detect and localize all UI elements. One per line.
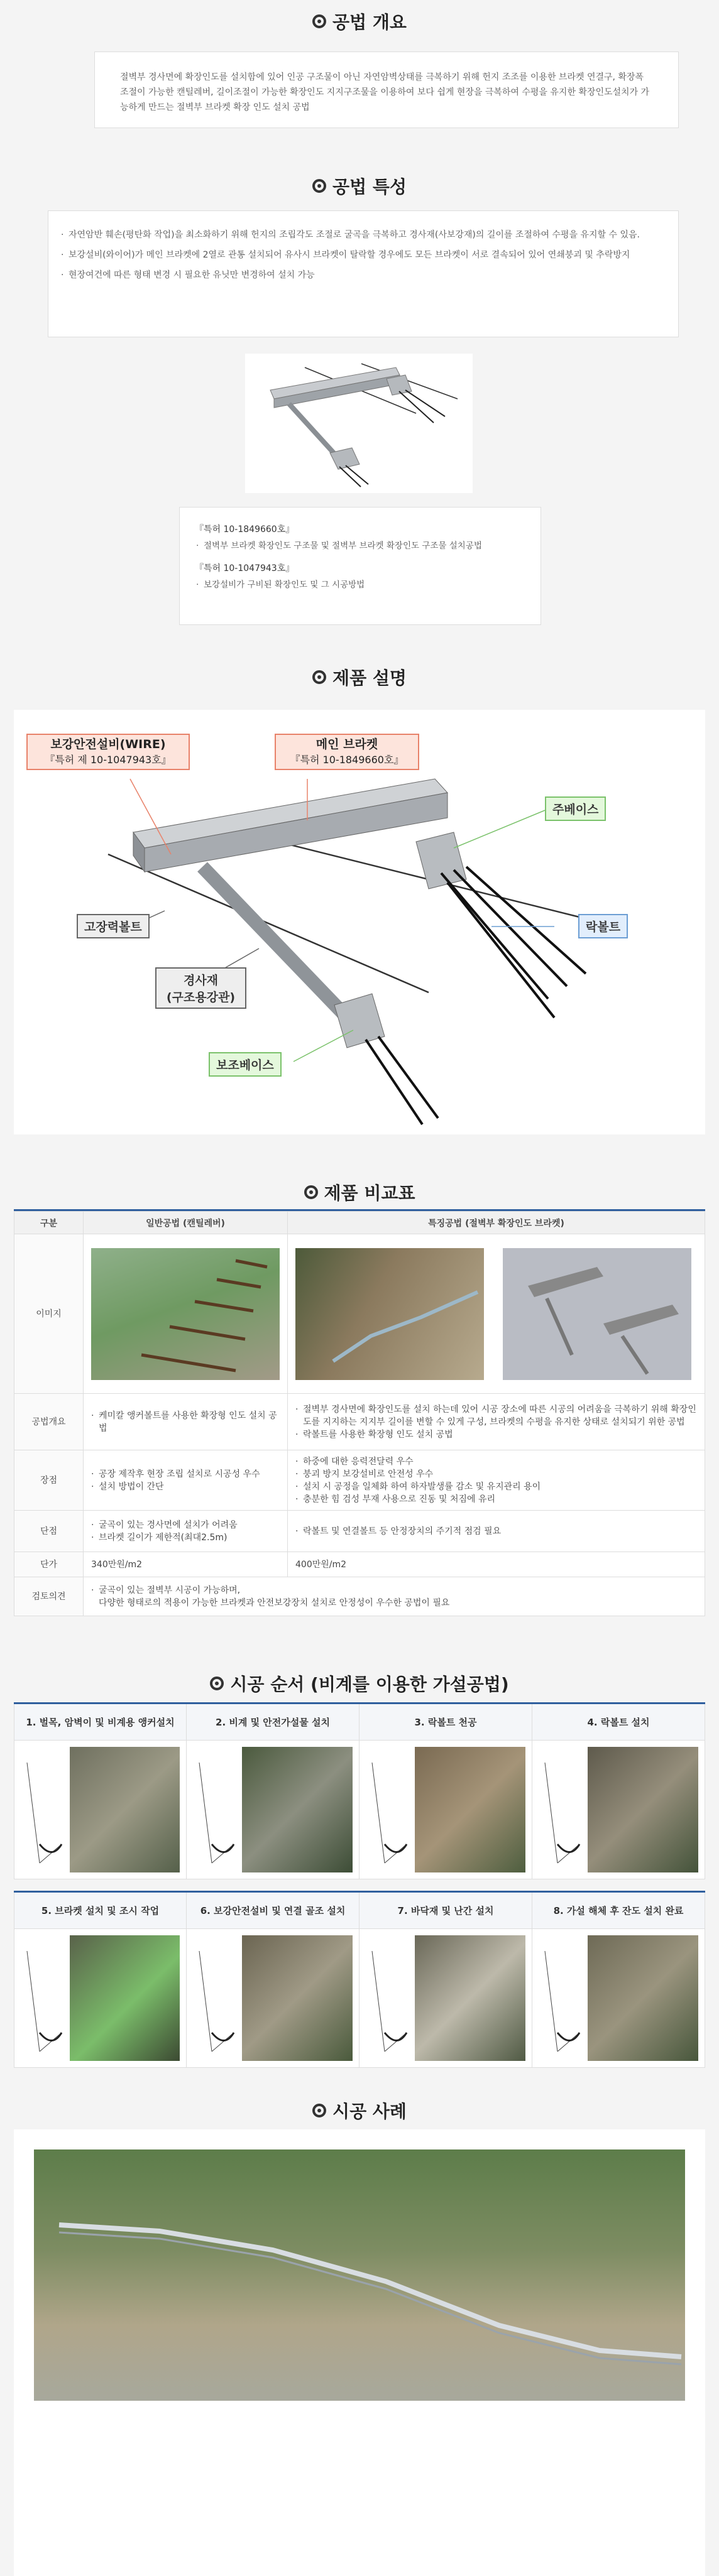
general-method-photo	[91, 1248, 280, 1380]
step-photo	[242, 1935, 353, 2061]
target-icon	[210, 1677, 224, 1690]
rock-bolt-label: 락볼트	[578, 914, 628, 938]
step-photo	[588, 1747, 698, 1872]
special-method-photo-1	[295, 1248, 484, 1380]
general-overview: · 케미칼 앵커볼트를 사용한 확장형 인도 설치 공법	[91, 1410, 280, 1435]
step-title: 2. 비계 및 안전가설물 설치	[187, 1704, 359, 1741]
special-overview: · 절벽부 경사면에 확장인도를 설치 하는데 있어 시공 장소에 따른 시공의 어려움을 극복하기 위해 확장인도를 지지하는 지지부 길이를 변할 수 있게 구성, 브라켓의 수평을 유지한 상태로 설치되기 위한 공법	[295, 1403, 697, 1428]
row-label: 이미지	[14, 1234, 84, 1394]
cases-title	[0, 2098, 719, 2123]
cases-title-text: 시공 사례	[332, 2101, 407, 2122]
step-photo	[415, 1935, 525, 2061]
review-line: 다양한 형태로의 적용이 가능한 브라켓과 안전보강장치 설치로 안정성이 우수한 공법이 필요	[99, 1597, 450, 1608]
table-row	[14, 1394, 705, 1450]
step-card	[360, 1704, 532, 1879]
table-row	[14, 1234, 705, 1394]
row-label: 단가	[14, 1552, 84, 1577]
table-row	[14, 1511, 705, 1552]
step-row	[14, 1704, 705, 1879]
target-icon	[312, 179, 326, 193]
general-con: · 브라켓 길이가 제한적(최대2.5m)	[91, 1531, 280, 1544]
target-icon	[312, 14, 326, 28]
review-text	[91, 1584, 697, 1609]
compare-title	[0, 1180, 719, 1205]
step-sketch	[366, 1750, 410, 1869]
inclined-label	[155, 967, 246, 1009]
special-pro: · 하중에 대한 응력전달력 우수	[295, 1455, 697, 1468]
overview-box	[94, 52, 679, 128]
step-card	[14, 1893, 187, 2068]
compare-title-text: 제품 비교표	[324, 1183, 415, 1204]
steps-grid	[14, 1702, 705, 2068]
anchor-bolt-label: 고장력볼트	[77, 914, 150, 938]
row-label: 단점	[14, 1511, 84, 1552]
step-photo	[588, 1935, 698, 2061]
wire-label	[26, 734, 190, 770]
step-title: 7. 바닥재 및 난간 설치	[360, 1893, 532, 1929]
bracket-render-image	[245, 354, 473, 493]
overview-title	[0, 9, 719, 34]
patent-box	[179, 507, 541, 625]
patent-title: 『특허 10-1047943호』	[195, 563, 295, 573]
header-cell: 특징공법 (절벽부 확장인도 브라켓)	[288, 1212, 705, 1234]
step-card	[532, 1893, 705, 2068]
step-card	[187, 1704, 360, 1879]
table-row	[14, 1450, 705, 1511]
step-photo	[70, 1935, 180, 2061]
feature-item: · 자연암반 훼손(평탄화 작업)을 최소화하기 위해 헌지의 조립각도 조절로 굴곡을 극복하고 경사재(사보강재)의 길이를 조절하여 수평을 유지할 수 있음.	[60, 227, 667, 242]
cases-panel	[14, 2129, 705, 2576]
step-photo	[415, 1747, 525, 1872]
features-box	[48, 210, 679, 337]
patent-desc: · 절벽부 브라켓 확장인도 구조물 및 절벽부 브라켓 확장인도 구조물 설치공법	[195, 538, 525, 554]
general-price: 340만원/m2	[84, 1552, 288, 1577]
step-sketch	[193, 1750, 237, 1869]
table-row	[14, 1552, 705, 1577]
step-sketch	[21, 1750, 65, 1869]
special-image-cell	[288, 1234, 705, 1394]
row-label: 검토의견	[14, 1577, 84, 1616]
main-patent-text: 『특허 10-1849660호』	[290, 754, 404, 766]
step-photo	[242, 1747, 353, 1872]
step-title: 3. 락볼트 천공	[360, 1704, 532, 1741]
special-con: · 락볼트 및 연결볼트 등 안정장치의 주기적 점검 필요	[295, 1525, 697, 1538]
product-diagram	[14, 710, 705, 1134]
overview-text: 절벽부 경사면에 확장인도를 설치함에 있어 인공 구조물이 아닌 자연암벽상태를 극복하기 위해 헌지 조조를 이용한 브라켓 연결구, 확장폭 조절이 가능한 캔틸레버, 길이조절이 가능한 확장인도 지지구조물을 이용하여 보다 쉽게 현장을 극복하여 수평을 유지한 확장인도설치가 가능하게 만드는 절벽부 브라켓 확장 인도 설치 공법	[120, 72, 650, 112]
general-pro: · 공장 제작후 현장 조립 설치로 시공성 우수	[91, 1468, 280, 1481]
features-title	[0, 173, 719, 198]
step-title: 6. 보강안전설비 및 연결 골조 설치	[187, 1893, 359, 1929]
step-sketch	[539, 1938, 583, 2058]
case-photo-main	[34, 2149, 685, 2401]
step-card	[14, 1704, 187, 1879]
features-title-text: 공법 특성	[332, 177, 407, 197]
row-label: 공법개요	[14, 1394, 84, 1450]
review-line: 굴곡이 있는 절벽부 시공이 가능하며,	[99, 1585, 241, 1595]
general-con: · 굴곡이 있는 경사면에 설치가 어려움	[91, 1519, 280, 1531]
sub-base-label: 보조베이스	[209, 1052, 282, 1077]
step-title: 4. 락볼트 설치	[532, 1704, 705, 1741]
patent-desc: · 보강설비가 구비된 확장인도 및 그 시공방법	[195, 577, 525, 593]
wire-patent-text: 『특허 제 10-1047943호』	[45, 754, 172, 766]
wire-label-text: 보강안전설비(WIRE)	[50, 737, 166, 751]
step-sketch	[366, 1938, 410, 2058]
special-method-photo-2	[503, 1248, 691, 1380]
main-bracket-text: 메인 브라켓	[316, 737, 378, 751]
product-title	[0, 665, 719, 690]
inclined-sub-text: (구조용강관)	[166, 991, 236, 1004]
header-cell: 일반공법 (캔틸레버)	[84, 1212, 288, 1234]
overview-title-text: 공법 개요	[332, 12, 407, 33]
step-sketch	[539, 1750, 583, 1869]
special-pro: · 설치 시 공정을 일체화 하여 하자발생률 감소 및 유지관리 용이	[295, 1481, 697, 1493]
step-card	[360, 1893, 532, 2068]
main-bracket-label	[275, 734, 419, 770]
product-title-text: 제품 설명	[332, 668, 407, 688]
steps-title-text: 시공 순서 (비계를 이용한 가설공법)	[230, 1674, 509, 1695]
step-sketch	[21, 1938, 65, 2058]
special-overview: · 락볼트를 사용한 확장형 인도 설치 공법	[295, 1428, 697, 1441]
feature-item: · 보강설비(와이어)가 메인 브라켓에 2열로 관통 설치되어 유사시 브라켓이 탈락할 경우에도 모든 브라켓이 서로 결속되어 있어 연쇄붕괴 및 추락방지	[60, 247, 667, 263]
main-base-label: 주베이스	[545, 796, 606, 821]
step-photo	[70, 1747, 180, 1872]
step-card	[187, 1893, 360, 2068]
step-title: 8. 가설 해체 후 잔도 설치 완료	[532, 1893, 705, 1929]
compare-table-wrap	[14, 1209, 705, 1616]
compare-table	[14, 1211, 705, 1616]
feature-item: · 현장여건에 따른 형태 변경 시 필요한 유닛만 변경하여 설치 가능	[60, 268, 667, 283]
target-icon	[304, 1185, 318, 1199]
step-card	[532, 1704, 705, 1879]
table-row	[14, 1577, 705, 1616]
step-row	[14, 1891, 705, 2068]
step-sketch	[193, 1938, 237, 2058]
patent-title: 『특허 10-1849660호』	[195, 524, 295, 535]
step-title: 5. 브라켓 설치 및 조시 작업	[14, 1893, 186, 1929]
target-icon	[312, 670, 326, 684]
special-pro: · 붕괴 방지 보강설비로 안전성 우수	[295, 1468, 697, 1481]
special-price: 400만원/m2	[288, 1552, 705, 1577]
general-pro: · 설치 방법이 간단	[91, 1481, 280, 1493]
row-label: 장점	[14, 1450, 84, 1511]
special-pro: · 충분한 힘 검성 부재 사용으로 진동 및 처짐에 유리	[295, 1493, 697, 1506]
step-title: 1. 벌목, 암벽이 및 비계용 앵커설치	[14, 1704, 186, 1741]
target-icon	[312, 2104, 326, 2117]
header-cell: 구분	[14, 1212, 84, 1234]
steps-title	[0, 1671, 719, 1696]
general-image-cell	[84, 1234, 288, 1394]
inclined-text: 경사재	[183, 974, 219, 987]
